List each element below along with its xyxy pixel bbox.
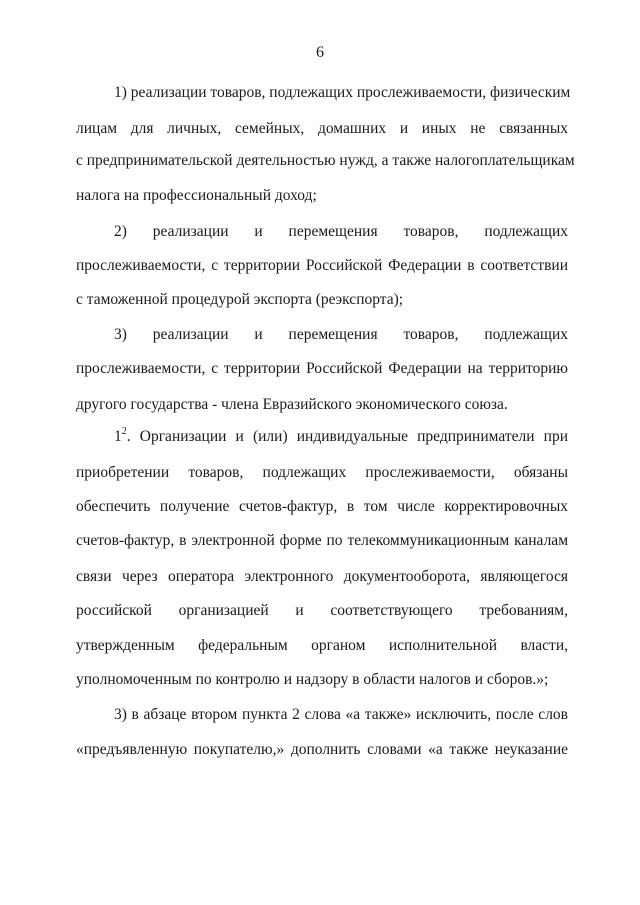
clause-text: . Организации и (или) индивидуальные предприниматели при — [126, 428, 568, 445]
text-line: уполномоченным по контролю и надзору в области налогов и сборов.»; — [76, 671, 549, 688]
text-line: с предпринимательской деятельностью нужд, а также налогоплательщикам — [76, 152, 575, 169]
text-line — [114, 425, 568, 446]
text-line: приобретении товаров, подлежащих прослеживаемости, обязаны — [76, 464, 568, 481]
text-line: прослеживаемости, с территории Российской Федерации в соответствии — [76, 257, 568, 274]
text-line: прослеживаемости, с территории Российской Федерации на территорию — [76, 360, 568, 377]
text-line: утвержденным федеральным органом исполнительной власти, — [76, 637, 568, 654]
text-line: 2) реализации и перемещения товаров, подлежащих — [114, 223, 568, 240]
text-line: лицам для личных, семейных, домашних и иных не связанных — [76, 120, 568, 137]
text-line: российской организацией и соответствующего требованиям, — [76, 602, 568, 619]
text-line: с таможенной процедурой экспорта (реэкспорта); — [76, 291, 404, 308]
text-line: 1) реализации товаров, подлежащих прослеживаемости, физическим — [114, 84, 571, 101]
clause-superscript: 2 — [121, 425, 127, 437]
text-line: «предъявленную покупателю,» дополнить словами «а также неуказание — [76, 741, 568, 758]
text-line: 3) реализации и перемещения товаров, подлежащих — [114, 326, 568, 343]
text-line: другого государства - члена Евразийского экономического союза. — [76, 396, 508, 413]
text-line: обеспечить получение счетов-фактур, в том числе корректировочных — [76, 498, 568, 515]
page-number: 6 — [316, 44, 324, 61]
text-line: связи через оператора электронного документооборота, являющегося — [76, 568, 568, 585]
text-line: 3) в абзаце втором пункта 2 слова «а также» исключить, после слов — [114, 706, 568, 723]
clause-number: 1 — [114, 428, 122, 445]
text-line: счетов-фактур, в электронной форме по телекоммуникационным каналам — [76, 532, 568, 549]
text-line: налога на профессиональный доход; — [76, 187, 317, 204]
